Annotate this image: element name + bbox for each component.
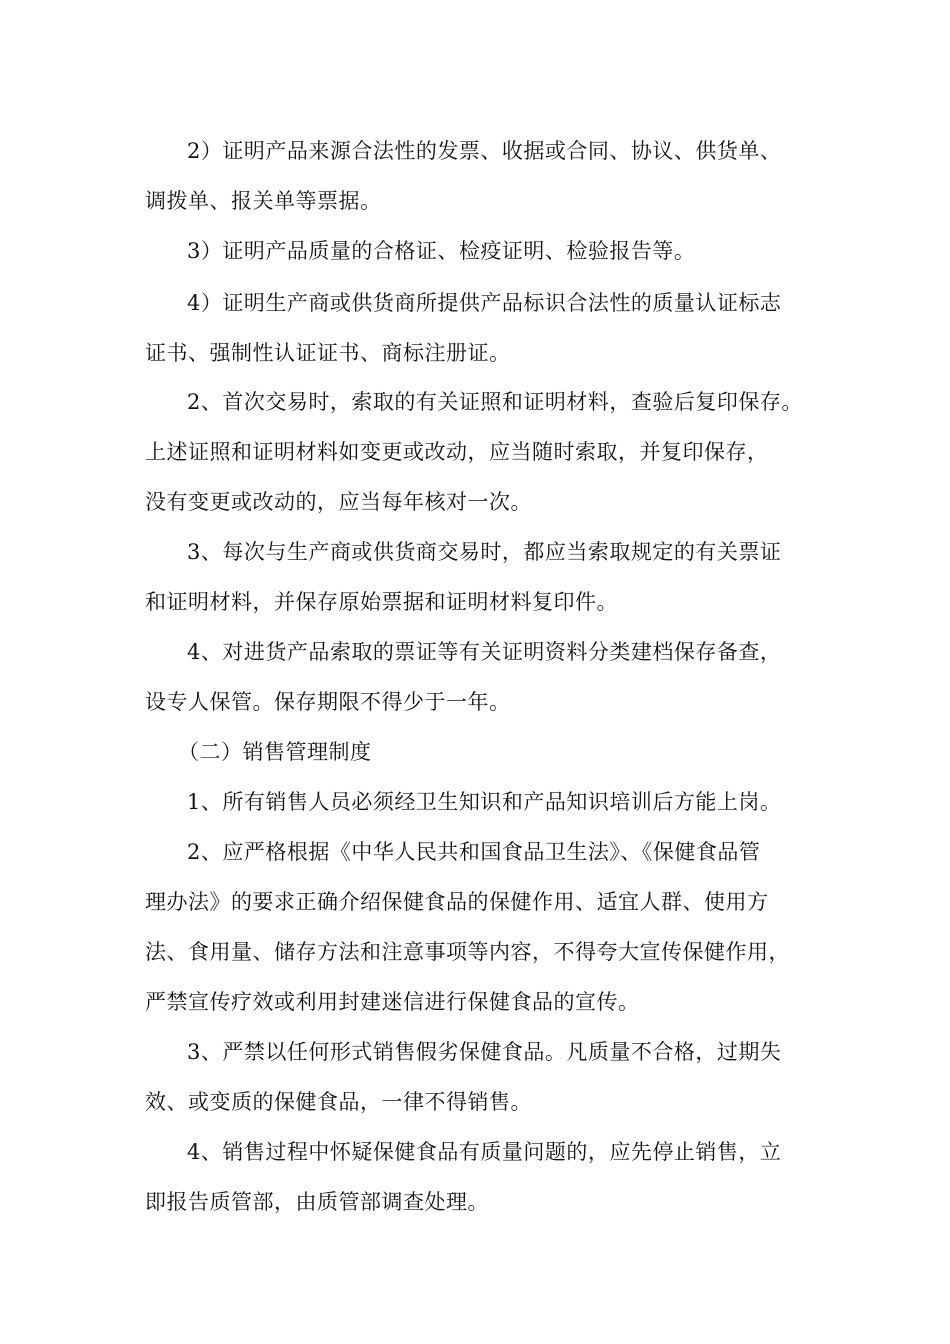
text-line: 4、对进货产品索取的票证等有关证明资料分类建档保存备查，: [187, 640, 782, 664]
text-line: 证书、强制性认证证书、商标注册证。: [145, 341, 511, 365]
text-line: 2、应严格根据《中华人民共和国食品卫生法》、《保健食品管: [187, 840, 761, 864]
text-line: 调拨单、报关单等票据。: [145, 189, 382, 213]
text-line: 严禁宣传疗效或利用封建迷信进行保健食品的宣传。: [145, 990, 640, 1014]
text-line: 4）证明生产商或供货商所提供产品标识合法性的质量认证标志: [187, 291, 782, 315]
text-line: 4、销售过程中怀疑保健食品有质量问题的，应先停止销售，立: [187, 1140, 782, 1164]
text-line: 即报告质管部，由质管部调查处理。: [145, 1190, 489, 1214]
text-line: 3）证明产品质量的合格证、检疫证明、检验报告等。: [187, 239, 696, 263]
text-line: 3、每次与生产商或供货商交易时，都应当索取规定的有关票证: [187, 540, 782, 564]
text-line: 法、食用量、储存方法和注意事项等内容，不得夸大宣传保健作用，: [145, 940, 790, 964]
text-line: 没有变更或改动的，应当每年核对一次。: [145, 490, 532, 514]
text-line: 效、或变质的保健食品，一律不得销售。: [145, 1090, 532, 1114]
text-line: 上述证照和证明材料如变更或改动，应当随时索取，并复印保存，: [145, 440, 769, 464]
text-line: 设专人保管。保存期限不得少于一年。: [145, 690, 511, 714]
text-line: 和证明材料，并保存原始票据和证明材料复印件。: [145, 590, 618, 614]
text-line: 3、严禁以任何形式销售假劣保健食品。凡质量不合格，过期失: [187, 1040, 782, 1064]
section-heading: （二）销售管理制度: [178, 740, 372, 764]
text-line: 2、首次交易时，索取的有关证照和证明材料，查验后复印保存。: [187, 390, 803, 414]
text-line: 理办法》的要求正确介绍保健食品的保健作用、适宜人群、使用方: [145, 890, 769, 914]
text-line: 2）证明产品来源合法性的发票、收据或合同、协议、供货单、: [187, 139, 782, 163]
text-line: 1、所有销售人员必须经卫生知识和产品知识培训后方能上岗。: [187, 790, 782, 814]
